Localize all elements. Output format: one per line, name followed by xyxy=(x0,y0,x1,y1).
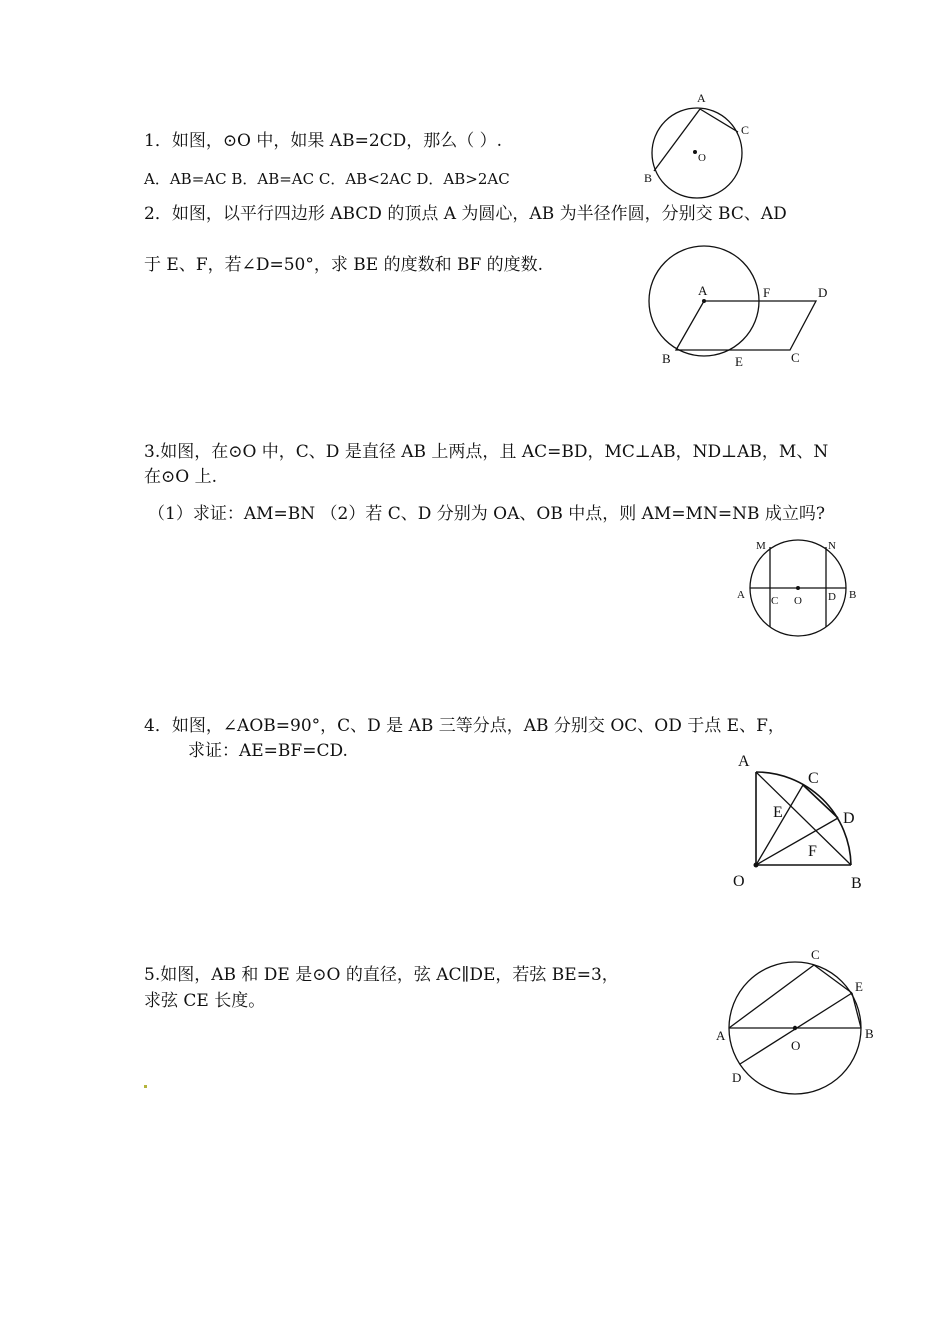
q3-figure xyxy=(730,535,865,645)
q5-chord-ac xyxy=(729,965,814,1028)
q2-label-f: F xyxy=(763,285,771,300)
q1-chord-ac xyxy=(700,109,738,132)
q5-text-line2: 求弦 CE 长度。 xyxy=(144,991,266,1011)
q2-label-b: B xyxy=(662,351,671,366)
q1-figure xyxy=(640,85,760,205)
q1-label-o: O xyxy=(698,152,706,164)
q2-figure xyxy=(640,240,840,375)
q3-text-line1: 3.如图，在⊙O 中，C、D 是直径 AB 上两点，且 AC=BD，MC⊥AB，ND⊥AB，M、N xyxy=(144,442,829,462)
q2-center-dot xyxy=(702,299,706,303)
q4-text-line1: 4．如图，∠AOB=90°，C、D 是 AB 三等分点，AB 分别交 OC、OD 于点 E、F， xyxy=(144,716,785,736)
q4-text-line2: 求证：AE=BF=CD. xyxy=(188,741,348,761)
q3-text-line2: 在⊙O 上. xyxy=(144,467,217,487)
q5-label-d: D xyxy=(732,1070,742,1085)
q4-line-od xyxy=(756,818,838,865)
q1-choices: A．AB=AC B．AB=AC C．AB<2AC D．AB>2AC xyxy=(144,170,510,188)
q1-label-c: C xyxy=(741,123,750,137)
q3-label-o: O xyxy=(794,595,802,607)
q2-label-d: D xyxy=(818,285,828,300)
q4-chord-cd xyxy=(803,785,838,818)
q5-chord-be xyxy=(852,993,861,1028)
q3-text-line3: （1）求证：AM=BN （2）若 C、D 分别为 OA、OB 中点，则 AM=MN=NB 成立吗? xyxy=(148,504,825,524)
q5-label-e: E xyxy=(855,979,863,994)
q2-label-a: A xyxy=(698,283,708,298)
q5-label-o: O xyxy=(791,1038,801,1053)
stray-mark xyxy=(144,1085,147,1088)
q1-label-a: A xyxy=(697,91,706,105)
q1-center-dot xyxy=(693,150,697,154)
q2-label-c: C xyxy=(791,350,800,365)
q3-label-d: D xyxy=(828,591,836,603)
q3-label-n: N xyxy=(828,540,836,552)
q5-center-dot xyxy=(793,1026,797,1030)
q4-label-b: B xyxy=(851,875,862,892)
q4-label-a: A xyxy=(738,753,750,770)
q1-text: 1．如图，⊙O 中，如果 AB=2CD，那么（ ）. xyxy=(144,131,503,151)
q5-text-line1: 5.如图，AB 和 DE 是⊙O 的直径，弦 AC∥DE，若弦 BE=3， xyxy=(144,965,619,985)
q3-label-c: C xyxy=(771,595,779,607)
q5-chord-ce xyxy=(814,965,852,993)
q4-label-e: E xyxy=(773,804,783,821)
q4-figure xyxy=(730,745,870,900)
q4-label-o: O xyxy=(733,873,745,890)
q4-center-dot xyxy=(754,863,759,868)
q4-label-f: F xyxy=(808,843,817,860)
q4-label-c: C xyxy=(808,770,819,787)
q1-circle xyxy=(652,108,742,198)
q4-line-oc xyxy=(756,785,803,865)
q5-label-c: C xyxy=(811,947,820,962)
q1-chord-ab xyxy=(654,109,700,171)
q3-label-m: M xyxy=(756,540,766,552)
q3-center-dot xyxy=(796,586,800,590)
q3-label-a: A xyxy=(737,589,745,601)
q2-label-e: E xyxy=(735,354,743,369)
q5-label-b: B xyxy=(865,1026,874,1041)
q2-text-line1: 2．如图，以平行四边形 ABCD 的顶点 A 为圆心，AB 为半径作圆，分别交 BC、AD xyxy=(144,204,787,224)
q1-label-b: B xyxy=(644,171,653,185)
q2-parallelogram xyxy=(676,301,816,350)
q5-figure xyxy=(710,940,880,1090)
q2-text-line2: 于 E、F，若∠D=50°，求 BE 的度数和 BF 的度数. xyxy=(144,255,544,275)
q4-label-d: D xyxy=(843,810,855,827)
q5-label-a: A xyxy=(716,1028,726,1043)
q3-label-b: B xyxy=(849,589,857,601)
